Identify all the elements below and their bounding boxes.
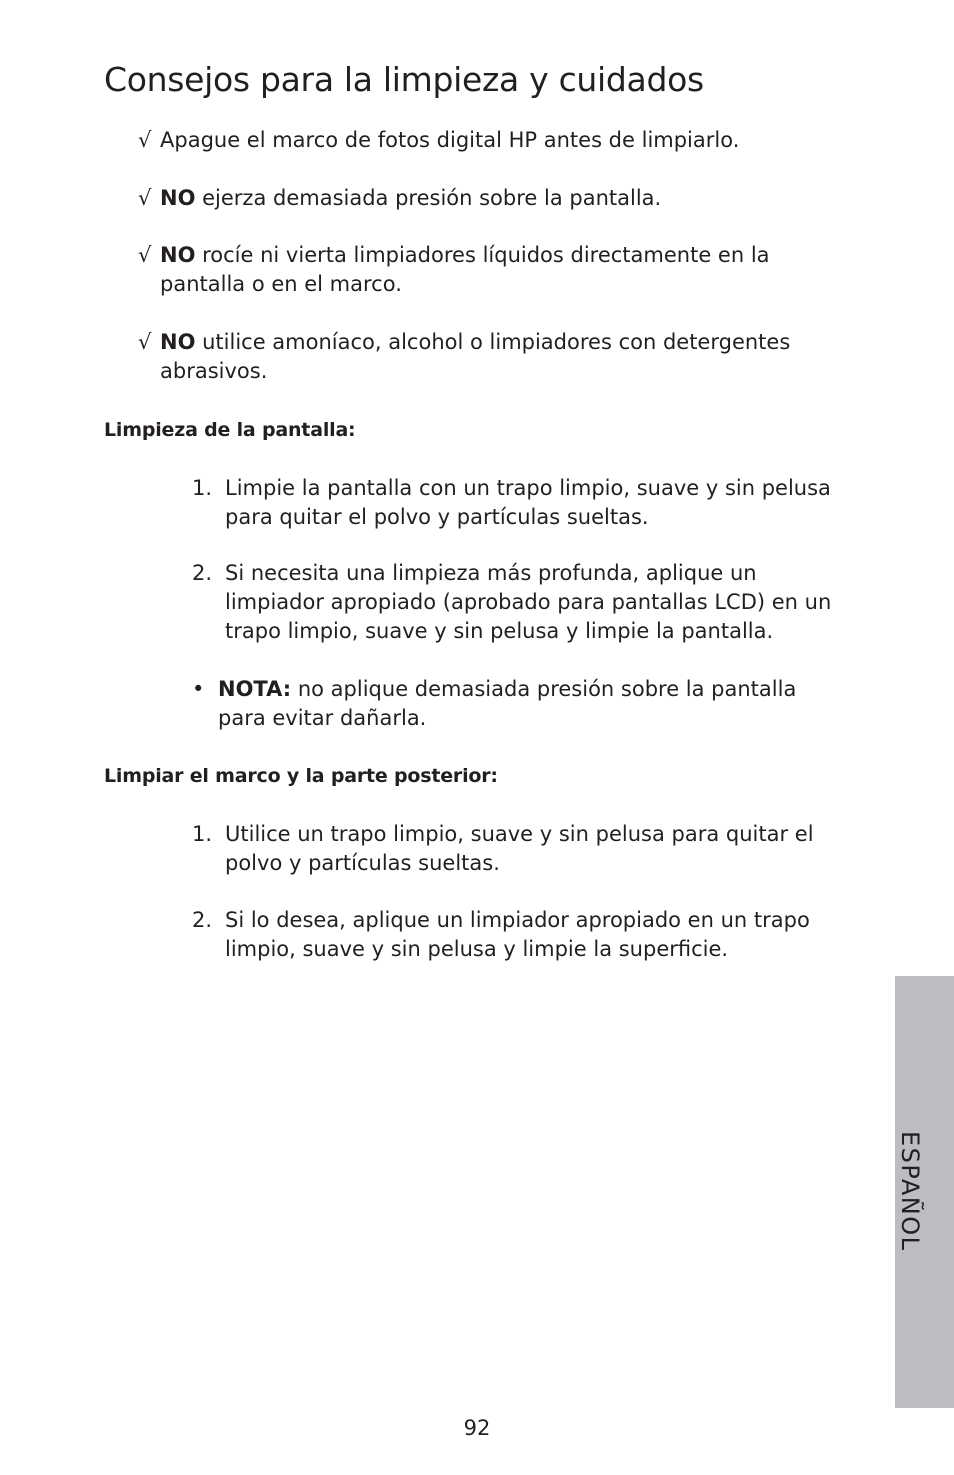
check-text: utilice amoníaco, alcohol o limpiadores con detergentes abrasivos.	[160, 330, 791, 383]
check-text: ejerza demasiada presión sobre la pantalla.	[195, 186, 662, 210]
list-item	[192, 474, 842, 532]
page-title: Consejos para la limpieza y cuidados	[104, 60, 704, 99]
step-text: Limpie la pantalla con un trapo limpio, suave y sin pelusa para quitar el polvo y partículas sueltas.	[225, 476, 831, 529]
check-strong: NO	[160, 330, 196, 354]
section-heading-screen: Limpieza de la pantalla:	[104, 419, 356, 441]
check-strong: NO	[160, 186, 196, 210]
check-mark-icon: √	[138, 186, 152, 210]
step-number: 1.	[192, 476, 213, 500]
step-text: Si lo desea, aplique un limpiador apropiado en un trapo limpio, suave y sin pelusa y limpie la superficie.	[225, 908, 810, 961]
check-item	[138, 126, 838, 155]
check-mark-icon: √	[138, 243, 152, 267]
page-number: 92	[463, 1416, 491, 1440]
check-mark-icon: √	[138, 128, 152, 152]
check-text: rocíe ni vierta limpiadores líquidos directamente en la pantalla o en el marco.	[160, 243, 770, 296]
check-item	[138, 328, 838, 386]
step-text: Utilice un trapo limpio, suave y sin pelusa para quitar el polvo y partículas sueltas.	[225, 822, 814, 875]
check-item	[138, 184, 838, 213]
note	[192, 675, 822, 733]
step-number: 2.	[192, 908, 213, 932]
list-item	[192, 820, 842, 878]
section-heading-frame: Limpiar el marco y la parte posterior:	[104, 765, 498, 787]
list-item	[192, 559, 842, 646]
step-number: 1.	[192, 822, 213, 846]
bullet-icon: •	[192, 677, 205, 701]
language-tab-label: ESPAÑOL	[896, 1131, 924, 1252]
check-strong: NO	[160, 243, 196, 267]
step-text: Si necesita una limpieza más profunda, aplique un limpiador apropiado (aprobado para pantallas LCD) en un trapo limpio, suave y sin pelusa y limpie la pantalla.	[225, 561, 832, 643]
language-tab	[895, 976, 954, 1408]
check-text: Apague el marco de fotos digital HP antes de limpiarlo.	[160, 128, 740, 152]
list-item	[192, 906, 842, 964]
step-number: 2.	[192, 561, 213, 585]
check-item	[138, 241, 838, 299]
note-text: no aplique demasiada presión sobre la pantalla para evitar dañarla.	[218, 677, 797, 730]
note-label: NOTA:	[218, 677, 292, 701]
check-mark-icon: √	[138, 330, 152, 354]
